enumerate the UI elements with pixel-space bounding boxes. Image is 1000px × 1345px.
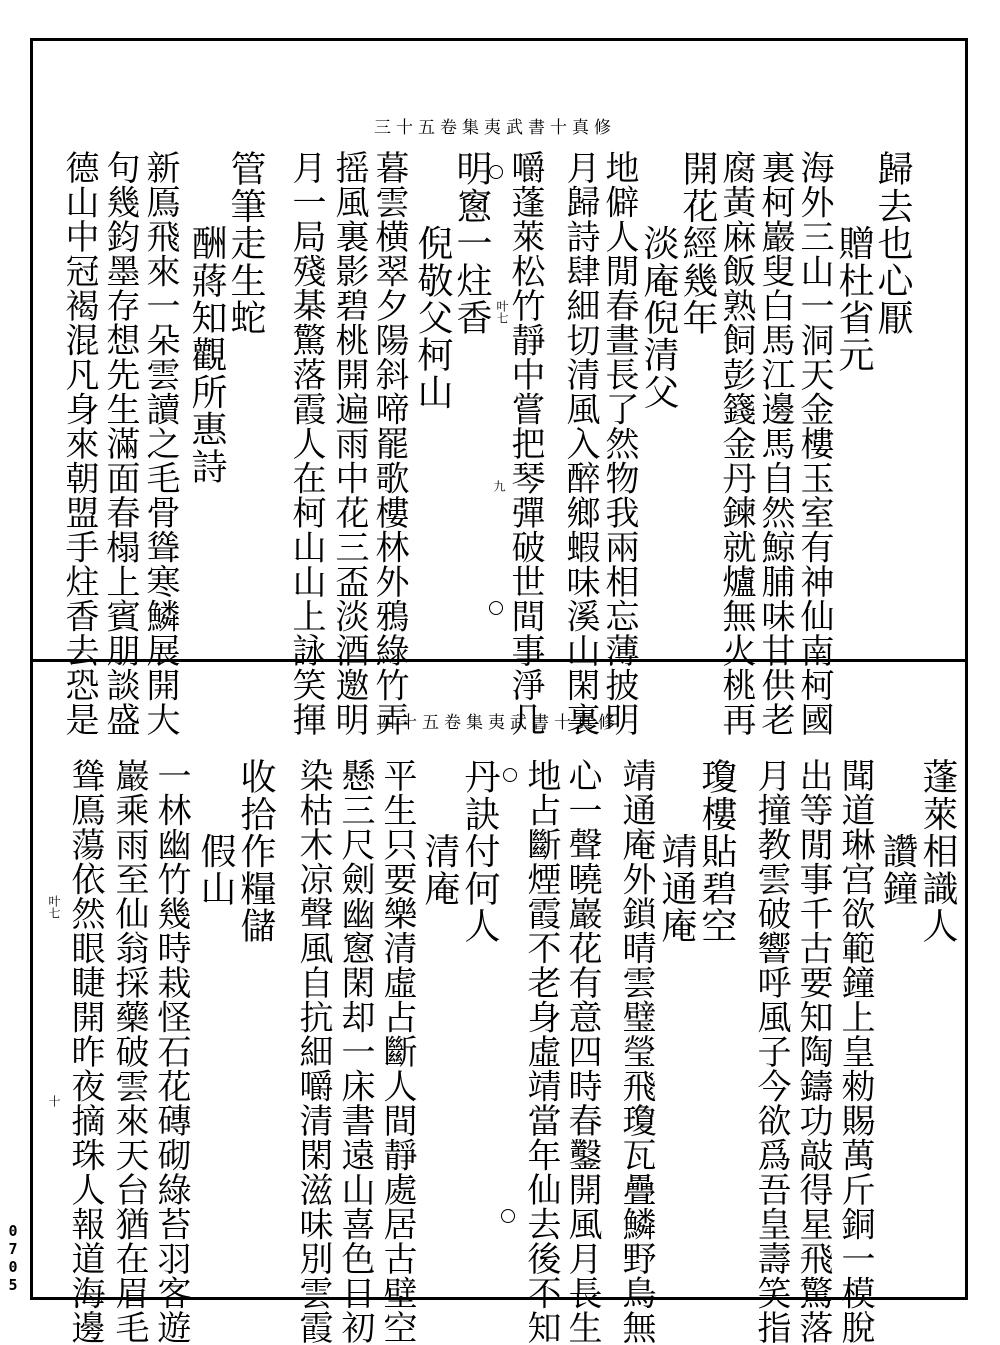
top-page-header: 修真十書武夷集卷五十三 [374,118,616,138]
top-column: 歸去也心厭 [872,150,913,336]
bottom-column: 染枯木凉聲風自抗細嚼清閑滋味別雲霞 [293,758,333,1345]
top-column: 倪敬父柯山 [412,150,453,411]
bottom-column: 一林幽竹幾時栽怪石花磚砌綠苔羽客遊 [151,758,191,1345]
bottom-column: 讚鐘 [877,758,918,907]
top-column: 管筆走生蛇 [225,150,266,336]
top-column: 句幾鈞墨存想先生滿面春榻上賓朋談盛 [100,150,140,737]
bottom-column: 巖乘雨至仙翁採藥破雲來天台猶在眉毛 [109,758,149,1345]
bottom-column: 月撞教雲破響呼風子今欲爲吾皇壽笑指 [751,758,791,1345]
bottom-column: 蓬萊相識人 [917,758,958,944]
bottom-page-header: 修真十書武夷集卷五十四 [378,713,620,733]
bottom-column: 心一聲曉巖花有意四時春鑿開風月長生 [562,758,602,1345]
top-column: 淡庵倪清父 [638,150,679,411]
margin-note: 九 [492,480,506,492]
bottom-column: 丹訣付何人 [459,758,500,944]
top-column: 月歸詩肆細切清風入醉鄉蝦味溪山閑裏 [560,150,600,737]
bottom-column: 假山 [195,758,236,907]
top-column: 新鳫飛來一朵雲讀之毛骨聳寒鱗展開大 [140,150,180,737]
annotation-circle [503,768,517,782]
top-column: 贈杜省元 [833,150,874,374]
margin-note: 叶七 [47,895,61,919]
page-number-digit: 5 [8,1276,18,1294]
margin-note: 十 [47,1095,61,1107]
top-column: 暮雲横翠夕陽斜啼罷歌樓林外鴉綠竹弄 [369,150,409,737]
page-number-digit: 0 [8,1258,18,1276]
annotation-circle [489,601,503,615]
bottom-column: 懸三尺劍幽窻閑却一床書遠山喜色日初 [335,758,375,1345]
top-column: 裏柯巖叟白馬江邊馬自然鯨脯味甘供老 [755,150,795,737]
bottom-column: 靖通庵外鎖晴雲璧瑩飛瓊瓦疊鱗野鳥無 [616,758,656,1345]
top-column: 酬蔣知觀所惠詩 [186,150,227,485]
top-column: 地僻人閒春晝長了然物我兩相忘薄披明 [599,150,639,737]
top-column: 開花經幾年 [677,150,718,336]
bottom-column: 瓊樓貼碧空 [696,758,737,944]
bottom-column: 收拾作糧儲 [235,758,276,944]
top-column: 海外三山一洞天金樓玉室有神仙南柯國 [794,150,834,737]
top-column: 明窻一炷香 [451,150,492,336]
bottom-column: 靖通庵 [656,758,697,944]
bottom-column: 聳鳫蕩依然眼睫開昨夜摘珠人報道海邊 [65,758,105,1345]
top-column: 摇風裏影碧桃開遍雨中花三盃淡酒邀明 [329,150,369,737]
bottom-column: 平生只要樂清虛占斷人間靜處居古壁空 [377,758,417,1345]
bottom-column: 出等閒事千古要知陶鑄功敲得星飛驚落 [793,758,833,1345]
page-number [4,1222,22,1294]
top-column: 月一局殘棊驚落霞人在柯山山上詠笑揮 [286,150,326,737]
top-column: 嚼蓬萊松竹靜中嘗把琴彈破世間事淨几 [505,150,545,737]
page-number-digit: 7 [8,1240,18,1258]
bottom-column: 地占斷煙霞不老身虛靖當年仙去後不知 [521,758,561,1345]
bottom-column: 清庵 [419,758,460,907]
annotation-circle [489,165,503,179]
margin-note: 叶七 [495,300,509,324]
top-column: 腐黃麻飯熟飼彭籛金丹鍊就爐無火桃再 [716,150,756,737]
page-number-digit: 0 [8,1222,18,1240]
top-column: 德山中冠褐混凡身來朝盟手炷香去恐是 [59,150,99,737]
annotation-circle [501,1209,515,1223]
bottom-column: 聞道琳宫欲範鐘上皇勑賜萬斤銅一模脫 [835,758,875,1345]
